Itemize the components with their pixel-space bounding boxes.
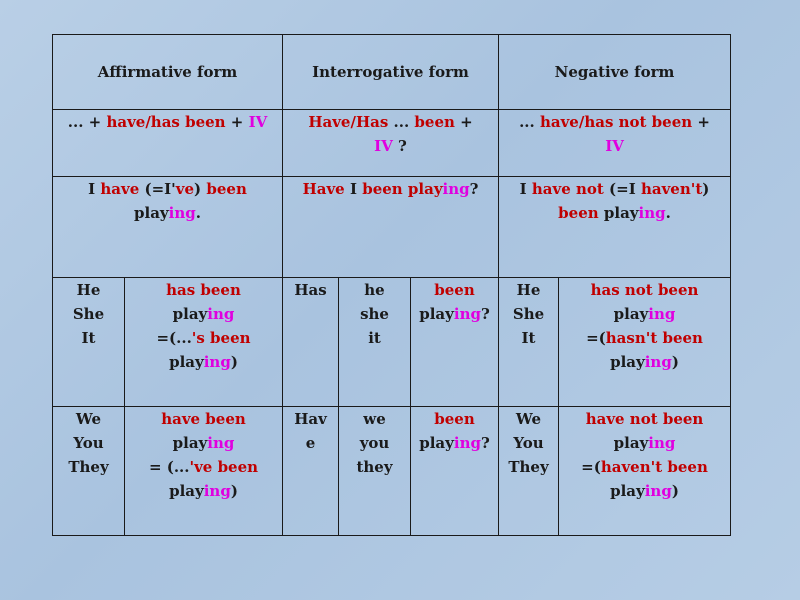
plural-auxiliary: Hav e (283, 407, 339, 536)
example-interrogative: Have I been playing? (283, 177, 499, 278)
header-interrogative: Interrogative form (283, 35, 499, 110)
third-person-question: been playing? (411, 278, 499, 407)
third-person-row (53, 278, 731, 407)
example-affirmative: I have (=I've) been playing. (53, 177, 283, 278)
third-person-affirmative: has been playing =(...'s been playing) (125, 278, 283, 407)
plural-neg-pronouns: We You They (499, 407, 559, 536)
grammar-table (52, 34, 731, 536)
plural-question: been playing? (411, 407, 499, 536)
plural-subject: we you they (339, 407, 411, 536)
third-person-neg-pronouns: He She It (499, 278, 559, 407)
third-person-negative: has not been playing =(hasn't been playing) (559, 278, 731, 407)
plural-pronouns: We You They (53, 407, 125, 536)
formula-negative: ... have/has not been + IV (499, 110, 731, 177)
header-row (53, 35, 731, 110)
formula-affirmative: ... + have/has been + IV (53, 110, 283, 177)
formula-interrogative: Have/Has ... been + IV ? (283, 110, 499, 177)
plural-affirmative: have been playing = (...'ve been playing) (125, 407, 283, 536)
example-row (53, 177, 731, 278)
third-person-subject: he she it (339, 278, 411, 407)
header-affirmative: Affirmative form (53, 35, 283, 110)
third-person-auxiliary: Has (283, 278, 339, 407)
plural-row (53, 407, 731, 536)
example-negative: I have not (=I haven't) been playing. (499, 177, 731, 278)
header-negative: Negative form (499, 35, 731, 110)
formula-row (53, 110, 731, 177)
plural-negative: have not been playing =(haven't been playing) (559, 407, 731, 536)
third-person-pronouns: He She It (53, 278, 125, 407)
